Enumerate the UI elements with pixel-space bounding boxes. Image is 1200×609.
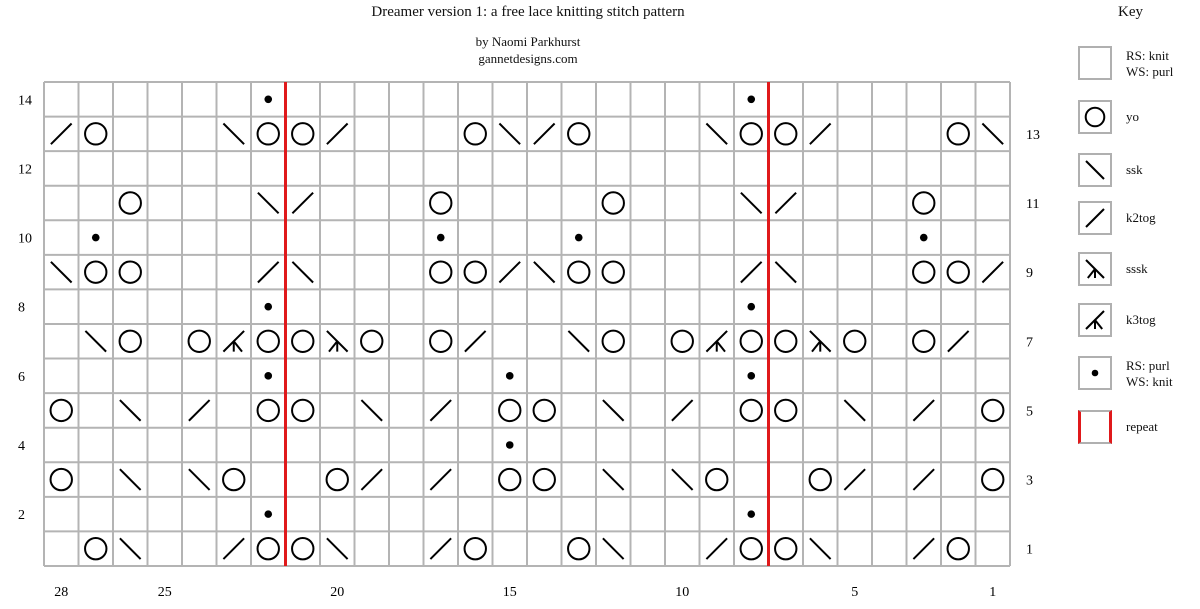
key-label-line: WS: purl <box>1126 64 1174 79</box>
column-label: 5 <box>851 584 859 600</box>
key-label-line: yo <box>1126 109 1139 124</box>
purl-symbol <box>437 234 445 242</box>
row-label-right: 5 <box>1026 404 1033 420</box>
repeat-key-label <box>1126 419 1158 435</box>
chart-website: gannetdesigns.com <box>478 51 578 66</box>
purl-symbol <box>264 95 272 103</box>
yo-icon <box>1080 102 1110 132</box>
k3tog-key-label <box>1126 312 1156 328</box>
row-label-left: 4 <box>18 438 25 454</box>
chart-title: Dreamer version 1: a free lace knitting stitch pattern <box>371 4 685 20</box>
row-label-right: 7 <box>1026 335 1033 351</box>
row-label-right: 13 <box>1026 127 1040 143</box>
key-label-line: sssk <box>1126 261 1148 276</box>
sssk-icon-mark <box>1088 269 1095 278</box>
purl-symbol <box>264 303 272 311</box>
knit-key-swatch <box>1078 46 1112 80</box>
row-label-left: 12 <box>18 162 32 178</box>
key-label-line: RS: knit <box>1126 48 1169 63</box>
purl-symbol <box>506 372 514 380</box>
key-item-ssk <box>1078 153 1198 199</box>
ssk-key-label <box>1126 162 1143 178</box>
k3tog-icon <box>1080 305 1110 335</box>
purl-symbol <box>92 234 100 242</box>
key-item-k3tog <box>1078 303 1198 349</box>
key-item-yo <box>1078 100 1198 146</box>
k3tog-key-swatch <box>1078 303 1112 337</box>
key-heading: Key <box>1118 4 1143 20</box>
purl-icon <box>1080 358 1110 388</box>
row-label-right: 11 <box>1026 196 1040 212</box>
sssk-key-swatch <box>1078 252 1112 286</box>
key-label-line: k2tog <box>1126 210 1156 225</box>
purl-symbol <box>920 234 928 242</box>
column-label: 20 <box>330 584 345 600</box>
purl-symbol <box>747 95 755 103</box>
key-item-sssk <box>1078 252 1198 298</box>
key-item-k2tog <box>1078 201 1198 247</box>
column-label: 15 <box>502 584 517 600</box>
yo-key-label <box>1126 109 1139 125</box>
key-item-repeat <box>1078 410 1198 456</box>
purl-key-swatch <box>1078 356 1112 390</box>
key-label-line: WS: knit <box>1126 374 1173 389</box>
row-label-left: 14 <box>18 93 32 109</box>
column-label: 10 <box>675 584 690 600</box>
chart-author: by Naomi Parkhurst <box>475 34 581 49</box>
row-label-right: 9 <box>1026 266 1033 282</box>
k2tog-icon <box>1080 203 1110 233</box>
k2tog-icon-mark <box>1086 209 1104 227</box>
purl-symbol <box>747 303 755 311</box>
k2tog-key-label <box>1126 210 1156 226</box>
ssk-icon-mark <box>1086 161 1104 179</box>
row-label-left: 10 <box>18 231 32 247</box>
key-label-line: k3tog <box>1126 312 1156 327</box>
purl-symbol <box>506 441 514 449</box>
row-label-left: 2 <box>18 508 25 524</box>
key-item-knit <box>1078 46 1198 92</box>
purl-icon-mark <box>1092 370 1099 377</box>
row-label-left: 6 <box>18 369 25 385</box>
k3tog-icon-mark <box>1095 320 1102 329</box>
row-label-right: 3 <box>1026 473 1033 489</box>
key-label-line: repeat <box>1126 419 1158 434</box>
purl-symbol <box>575 234 583 242</box>
column-label: 1 <box>989 584 997 600</box>
purl-symbol <box>264 510 272 518</box>
yo-key-swatch <box>1078 100 1112 134</box>
sssk-icon <box>1080 254 1110 284</box>
row-label-left: 8 <box>18 300 25 316</box>
key-label-line: RS: purl <box>1126 358 1170 373</box>
column-label: 25 <box>157 584 172 600</box>
purl-symbol <box>747 372 755 380</box>
column-label: 28 <box>54 584 69 600</box>
key-item-purl <box>1078 356 1198 402</box>
ssk-icon <box>1080 155 1110 185</box>
purl-symbol <box>264 372 272 380</box>
key-label-line: ssk <box>1126 162 1143 177</box>
yo-icon-mark <box>1086 108 1105 127</box>
k2tog-key-swatch <box>1078 201 1112 235</box>
knit-key-label <box>1126 48 1173 80</box>
repeat-key-swatch <box>1078 410 1112 444</box>
purl-key-label <box>1126 358 1173 390</box>
purl-symbol <box>747 510 755 518</box>
sssk-key-label <box>1126 261 1148 277</box>
ssk-key-swatch <box>1078 153 1112 187</box>
row-label-right: 1 <box>1026 542 1033 558</box>
